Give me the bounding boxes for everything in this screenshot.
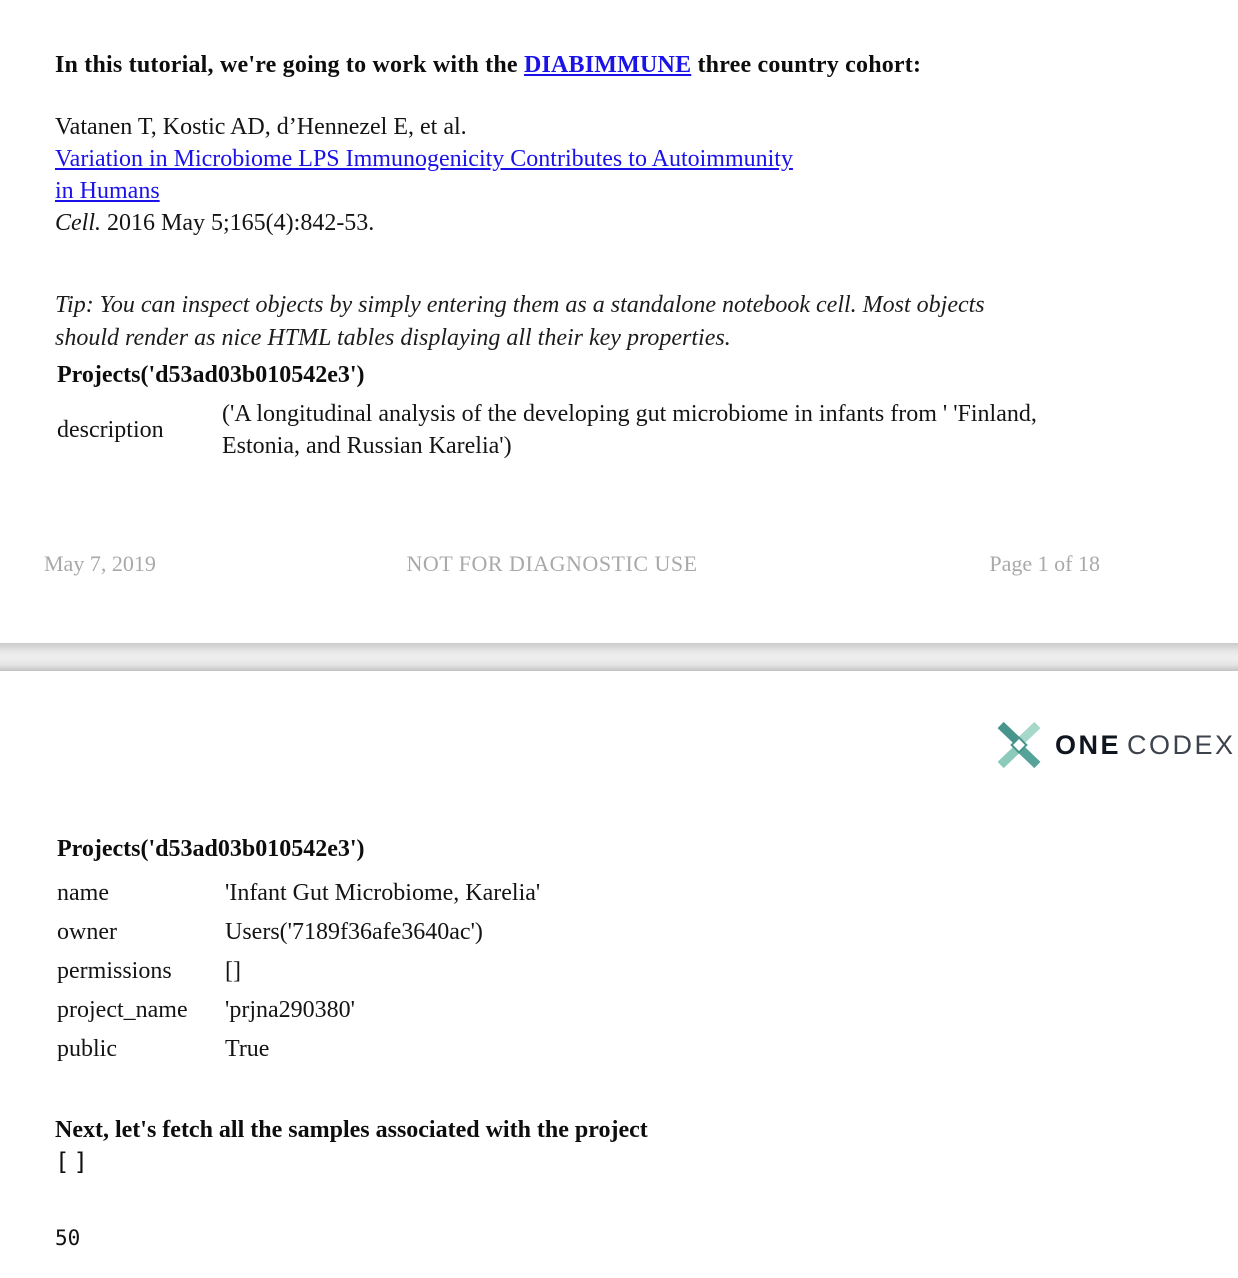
row-key-description: description	[57, 416, 164, 443]
diabimmune-link[interactable]: DIABIMMUNE	[523, 52, 692, 78]
project-table-header-page2: Projects('d53ad03b010542e3')	[57, 836, 365, 862]
project-table-page1	[57, 398, 1077, 462]
project-table-page2	[57, 874, 957, 1069]
tutorial-heading-prefix: In this tutorial, we're going to work with the	[55, 52, 524, 78]
table-row	[57, 913, 957, 952]
one-codex-wordmark	[1055, 730, 1236, 761]
footer-page-number: Page 1 of 18	[989, 551, 1100, 576]
brand-one: ONE	[1055, 729, 1122, 760]
citation-journal-line	[55, 207, 1055, 239]
row-value-owner: Users('7189f36afe3640ac')	[225, 919, 483, 945]
table-row	[57, 398, 1077, 462]
project-table-header-page1: Projects('d53ad03b010542e3')	[57, 362, 365, 388]
tip-text: Tip: You can inspect objects by simply entering them as a standalone notebook cell. Most objects should render as nice HTML tables displaying all their key properties.	[55, 292, 985, 351]
citation-ref: 2016 May 5;165(4):842-53.	[101, 210, 375, 236]
row-value-public: True	[225, 1036, 270, 1062]
one-codex-x-icon	[995, 716, 1043, 774]
row-key-name: name	[57, 880, 109, 906]
empty-list-output: []	[55, 1148, 92, 1176]
footer-date: May 7, 2019	[44, 551, 156, 576]
table-row	[57, 874, 957, 913]
row-value-permissions: []	[225, 958, 241, 984]
table-row	[57, 952, 957, 991]
row-key-project-name: project_name	[57, 997, 188, 1023]
citation-title-line	[55, 143, 1055, 207]
citation-block	[55, 111, 1055, 239]
row-value-description: ('A longitudinal analysis of the developing gut microbiome in infants from ' 'Finland, Estonia, and Russian Karelia')	[222, 401, 1037, 459]
table-row	[57, 991, 957, 1030]
table-row	[57, 1030, 957, 1069]
paper-title-line2: in Humans	[55, 178, 160, 204]
next-section-heading: Next, let's fetch all the samples associated with the project	[55, 1117, 648, 1143]
citation-authors: Vatanen T, Kostic AD, d’Hennezel E, et al.	[55, 114, 467, 140]
one-codex-logo	[995, 714, 1236, 776]
page-separator	[0, 643, 1238, 671]
tutorial-heading-suffix: three country cohort:	[691, 52, 922, 78]
row-key-owner: owner	[57, 919, 117, 945]
tutorial-heading	[55, 52, 1175, 79]
row-value-name: 'Infant Gut Microbiome, Karelia'	[225, 880, 541, 906]
paper-title-line1: Variation in Microbiome LPS Immunogenicity Contributes to Autoimmunity	[55, 146, 793, 172]
footer-disclaimer: NOT FOR DIAGNOSTIC USE	[406, 551, 698, 576]
paper-title-link[interactable]	[55, 146, 793, 204]
row-value-project-name: 'prjna290380'	[225, 997, 355, 1023]
brand-codex: CODEX	[1127, 729, 1236, 760]
page1-footer	[0, 551, 1238, 579]
row-key-public: public	[57, 1036, 117, 1062]
citation-journal: Cell.	[55, 210, 101, 236]
code-output-50: 50	[55, 1226, 81, 1250]
row-key-permissions: permissions	[57, 958, 172, 984]
